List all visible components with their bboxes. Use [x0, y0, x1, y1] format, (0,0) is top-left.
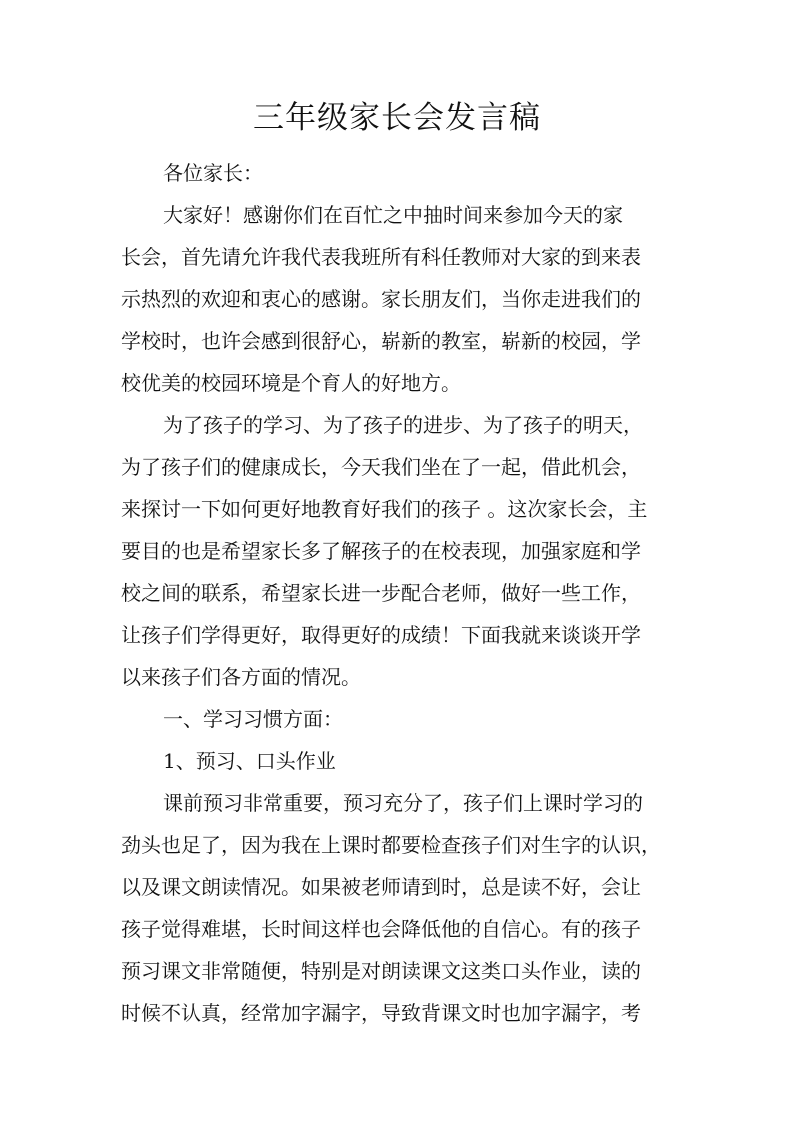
paragraph-line: 劲头也足了，因为我在上课时都要检查孩子们对生字的认识，: [121, 833, 661, 857]
paragraph-line: 为了孩子的学习、为了孩子的进步、为了孩子的明天，: [163, 413, 643, 437]
paragraph-line: 示热烈的欢迎和衷心的感谢。家长朋友们，当你走进我们的: [121, 287, 641, 311]
paragraph-line: 来探讨一下如何更好地教育好我们的孩子 。这次家长会，主: [121, 497, 648, 521]
paragraph-line: 校优美的校园环境是个育人的好地方。: [121, 371, 461, 395]
paragraph-line: 预习课文非常随便，特别是对朗读课文这类口头作业，读的: [121, 959, 641, 983]
subsection-heading: 1、预习、口头作业: [163, 749, 336, 773]
section-heading: 一、学习习惯方面：: [163, 707, 343, 731]
paragraph-line: 学校时，也许会感到很舒心，崭新的教室，崭新的校园，学: [121, 329, 641, 353]
paragraph-line: 要目的也是希望家长多了解孩子的在校表现，加强家庭和学: [121, 539, 641, 563]
paragraph-line: 长会，首先请允许我代表我班所有科任教师对大家的到来表: [121, 245, 641, 269]
paragraph-line: 孩子觉得难堪，长时间这样也会降低他的自信心。有的孩子: [121, 917, 641, 941]
paragraph-line: 校之间的联系，希望家长进一步配合老师，做好一些工作，: [121, 581, 641, 605]
paragraph-line: 以来孩子们各方面的情况。: [121, 665, 361, 689]
paragraph-line: 课前预习非常重要，预习充分了，孩子们上课时学习的: [163, 791, 643, 815]
paragraph-line: 以及课文朗读情况。如果被老师请到时，总是读不好，会让: [121, 875, 641, 899]
paragraph-line: 时候不认真，经常加字漏字，导致背课文时也加字漏字，考: [121, 1001, 641, 1025]
paragraph-line: 大家好！感谢你们在百忙之中抽时间来参加今天的家: [163, 203, 623, 227]
document-title: 三年级家长会发言稿: [253, 100, 541, 136]
salutation: 各位家长：: [163, 161, 263, 185]
paragraph-line: 让孩子们学得更好，取得更好的成绩！下面我就来谈谈开学: [121, 623, 641, 647]
paragraph-line: 为了孩子们的健康成长，今天我们坐在了一起，借此机会，: [121, 455, 641, 479]
